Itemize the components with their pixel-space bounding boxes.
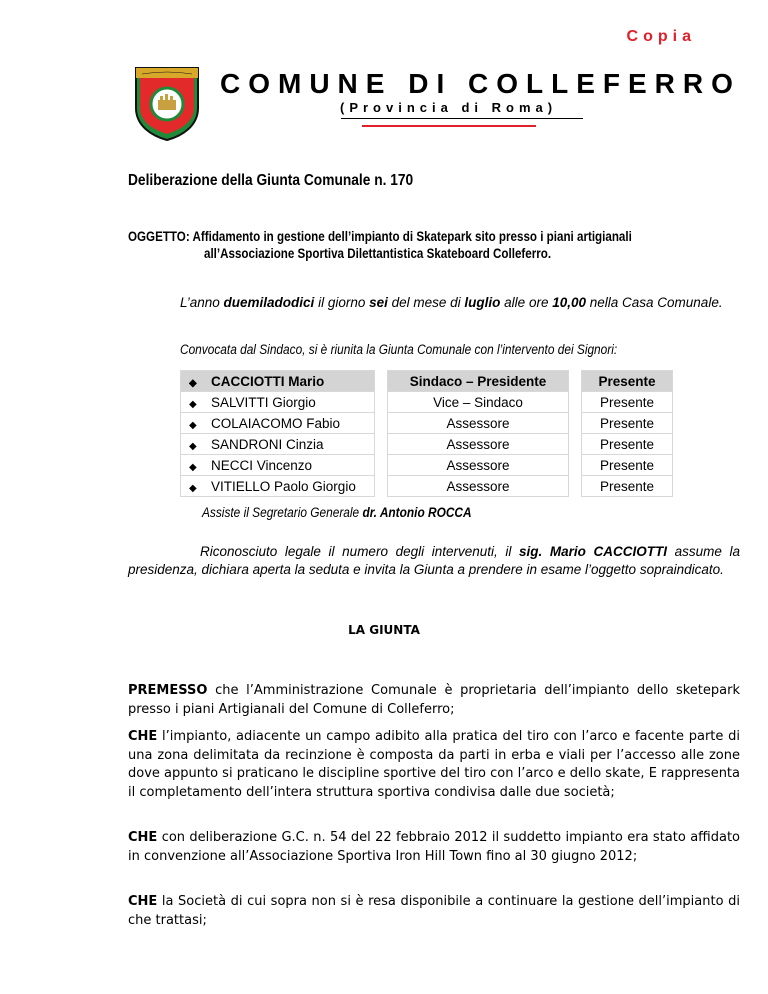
oggetto-line-1: OGGETTO: Affidamento in gestione dell’impianto di Skatepark sito presso i piani artigianali [128,229,632,244]
member-name-cell [181,392,375,413]
member-status: Presente [582,371,673,392]
member-role: Sindaco – Presidente [388,371,569,392]
member-name-cell [181,413,375,434]
premesso-paragraph: PREMESSO che l’Amministrazione Comunale è proprietaria dell’impianto dello sketepark presso i piani Artigianali del Comune di Colleferro; [128,683,740,717]
spacer [569,413,582,434]
diamond-bullet-icon: ◆ [189,440,197,452]
che-paragraph-3: CHE la Società di cui sopra non si è resa disponibile a continuare la gestione dell’impianto di che trattasi; [128,894,740,928]
member-name: COLAIACOMO Fabio [211,415,341,431]
member-status: Presente [582,392,673,413]
diamond-bullet-icon: ◆ [189,419,197,431]
spacer [569,476,582,497]
member-row [181,476,673,497]
diamond-bullet-icon: ◆ [189,482,197,494]
member-name: VITIELLO Paolo Giorgio [211,478,356,494]
member-status: Presente [582,455,673,476]
spacer [569,455,582,476]
che-paragraph-2: CHE con deliberazione G.C. n. 54 del 22 febbraio 2012 il suddetto impianto era stato affidato in convenzione all’Associazione Sportiva Iron Hill Town fino al 30 giugno 2012; [128,830,740,864]
member-name-cell [181,371,375,392]
member-row [181,455,673,476]
spacer [375,371,388,392]
member-role: Assessore [388,434,569,455]
member-name-cell [181,434,375,455]
diamond-bullet-icon: ◆ [189,461,197,473]
riconosciuto-paragraph: Riconosciuto legale il numero degli intervenuti, il sig. Mario CACCIOTTI assume la presidenza, dichiara aperta la seduta e invita la Giunta a prendere in esame l’oggetto sopraindicato. [128,544,740,577]
member-name: CACCIOTTI Mario [211,373,325,389]
member-status: Presente [582,476,673,497]
member-row [181,371,673,392]
spacer [569,371,582,392]
deliberazione-heading: Deliberazione della Giunta Comunale n. 170 [128,172,414,189]
assiste-text: Assiste il Segretario Generale dr. Antonio ROCCA [202,505,472,520]
page-title: COMUNE DI COLLEFERRO [220,68,741,99]
member-name: NECCI Vincenzo [211,457,313,473]
municipal-crest-logo [132,64,202,142]
member-role: Assessore [388,413,569,434]
member-status: Presente [582,434,673,455]
spacer [375,476,388,497]
member-status: Presente [582,413,673,434]
member-row [181,434,673,455]
spacer [375,392,388,413]
spacer [375,434,388,455]
convocata-text: Convocata dal Sindaco, si è riunita la Giunta Comunale con l’intervento dei Signori: [180,342,618,357]
page-subtitle: (Provincia di Roma) [340,100,558,115]
member-name: SANDRONI Cinzia [211,436,324,452]
anno-paragraph: L’anno duemiladodici il giorno sei del mese di luglio alle ore 10,00 nella Casa Comunale. [180,295,723,310]
spacer [569,434,582,455]
copia-label: Copia [626,28,696,45]
oggetto-line-2: all’Associazione Sportiva Dilettantistica Skateboard Colleferro. [204,246,552,261]
member-name: SALVITTI Giorgio [211,394,316,410]
diamond-bullet-icon: ◆ [189,398,197,410]
che-paragraph-1: CHE l’impianto, adiacente un campo adibito alla pratica del tiro con l’arco e facente parte di una zona delimitata da recinzione è composta da parti in erba e viali per l’accesso alle zone dove appunto si praticano le discipline sportive del tiro con l’arco e dello skate, E rappresenta il completamento dell’intera struttura sportiva condivisa dalle due società; [128,729,740,800]
member-row [181,392,673,413]
spacer [375,413,388,434]
member-role: Assessore [388,476,569,497]
title-rule-black [341,118,583,119]
diamond-bullet-icon: ◆ [189,377,197,389]
member-name-cell [181,476,375,497]
spacer [569,392,582,413]
member-row [181,413,673,434]
member-role: Assessore [388,455,569,476]
title-rule-red [362,125,536,127]
members-table [180,370,673,497]
member-name-cell [181,455,375,476]
la-giunta-heading: LA GIUNTA [348,623,420,637]
member-role: Vice – Sindaco [388,392,569,413]
spacer [375,455,388,476]
